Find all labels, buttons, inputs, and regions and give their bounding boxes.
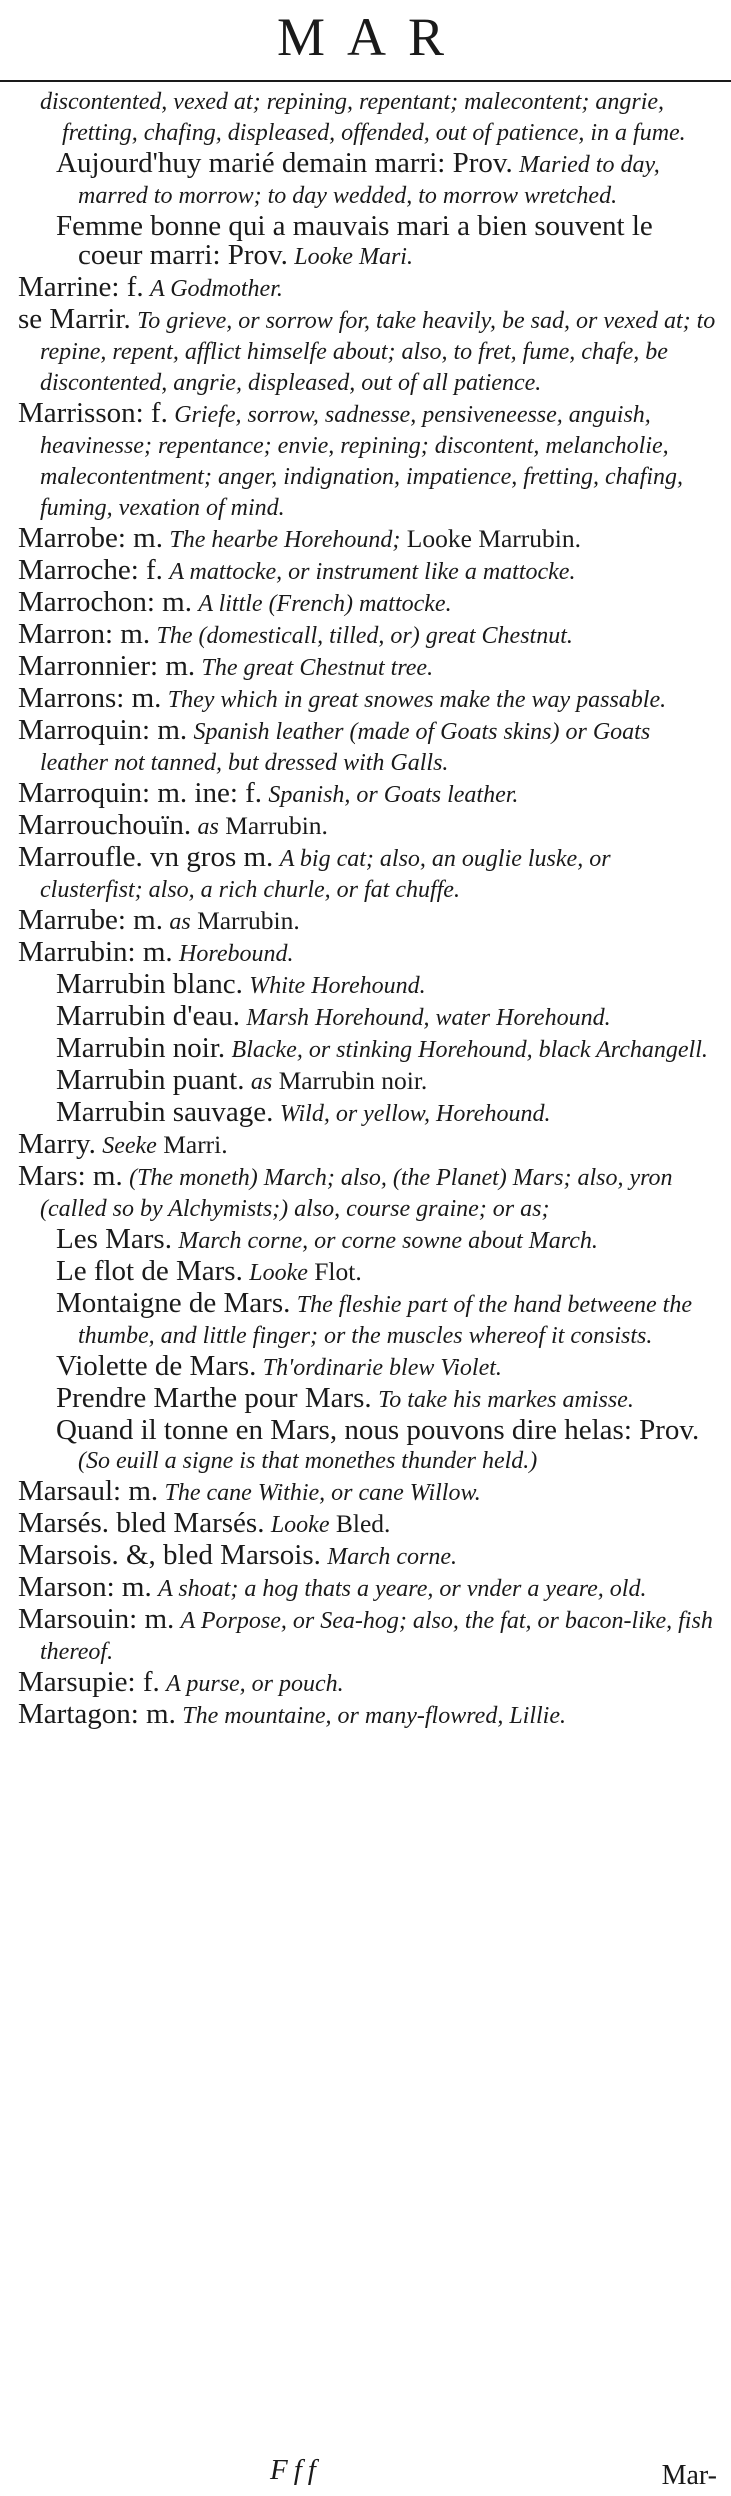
dictionary-entry [18, 1541, 718, 1572]
gloss: Seeke [102, 1133, 157, 1159]
gloss: Spanish leather (made of Goats skins) or Goats leather not tanned, but dressed with Galls. [40, 719, 651, 776]
dictionary-entry [18, 305, 718, 398]
headword: Marsois. &, bled Marsois. [18, 1539, 321, 1571]
gloss: Looke [270, 1512, 330, 1538]
cross-reference: Flot. [314, 1257, 362, 1286]
sub-entry [56, 1034, 718, 1065]
cross-reference: Marrubin noir. [278, 1066, 428, 1095]
gloss: To grieve, or sorrow for, take heavily, be sad, or vexed at; to repine, repent, afflict himselfe about; also, to fret, fume, chafe, be discontented, angrie, displeased, out of all patience. [40, 308, 716, 396]
gloss: Horebound. [179, 941, 294, 967]
signature-mark: Fff [270, 2454, 322, 2486]
headword: Marsaul: m. [18, 1475, 159, 1507]
dictionary-entry [18, 779, 718, 810]
headword: Marroquin: m. ine: f. [18, 777, 263, 809]
headword: Marrubin d'eau. [56, 1000, 240, 1032]
gloss: Spanish, or Goats leather. [268, 782, 519, 808]
dictionary-entry [18, 1605, 718, 1667]
dictionary-entry [18, 620, 718, 651]
headword: Marson: m. [18, 1571, 152, 1603]
headword: se Marrir. [18, 303, 131, 335]
headword: Marroquin: m. [18, 714, 188, 746]
headword: Marrubin blanc. [56, 968, 243, 1000]
headword: Marrubin sauvage. [56, 1096, 274, 1128]
sub-entry [56, 1066, 718, 1097]
headword: Marsouin: m. [18, 1603, 175, 1635]
gloss: as [197, 814, 219, 840]
headword: Montaigne de Mars. [56, 1287, 291, 1319]
gloss: Looke Mari. [294, 244, 413, 270]
headword: Mars: m. [18, 1160, 123, 1192]
gloss: (The moneth) March; also, (the Planet) Mars; also, yron (called so by Alchymists;) also, course graine; or as; [40, 1165, 673, 1222]
continued-entry [40, 86, 718, 148]
headword: Marrube: m. [18, 904, 163, 936]
headword: Marrons: m. [18, 682, 162, 714]
gloss: as [169, 909, 191, 935]
headword: Aujourd'huy marié demain marri: Prov. [56, 147, 513, 179]
headword: Marroufle. vn gros m. [18, 841, 274, 873]
gloss: Wild, or yellow, Horehound. [279, 1101, 551, 1127]
headword: Marrouchouïn. [18, 809, 192, 841]
headword: Les Mars. [56, 1223, 172, 1255]
dictionary-entry [18, 1130, 718, 1161]
headword: Marsés. bled Marsés. [18, 1507, 265, 1539]
headword: Marrine: f. [18, 271, 144, 303]
headword: Marrisson: f. [18, 397, 168, 429]
dictionary-entry [18, 1700, 718, 1731]
gloss: The fleshie part of the hand betweene the thumbe, and little finger; or the muscles whereof it consists. [78, 1292, 692, 1349]
sub-entry [56, 1384, 718, 1415]
dictionary-entry [18, 399, 718, 523]
headword: Marrubin puant. [56, 1064, 245, 1096]
headword: Le flot de Mars. [56, 1255, 243, 1287]
sub-entry [56, 212, 718, 272]
dictionary-entry [18, 938, 718, 969]
running-head: MAR [276, 7, 467, 67]
gloss: The (domesticall, tilled, or) great Chestnut. [156, 623, 573, 649]
headword: Marroche: f. [18, 554, 163, 586]
sub-entry [56, 1416, 718, 1476]
sub-entry [56, 149, 718, 211]
gloss: Griefe, sorrow, sadnesse, pensiveneesse, anguish, heavinesse; repentance; envie, repining; discontent, melancholie, malecontentment; anger, indignation, impatience, fretting, chafing, fuming, vexation of mind. [40, 402, 683, 521]
headword: Marrochon: m. [18, 586, 192, 618]
gloss: Th'ordinarie blew Violet. [262, 1355, 502, 1381]
gloss: A purse, or pouch. [166, 1671, 344, 1697]
dictionary-entry [18, 716, 718, 778]
gloss: March corne, or corne sowne about March. [178, 1228, 598, 1254]
sub-entry [56, 1289, 718, 1351]
sub-entry [56, 1225, 718, 1256]
gloss: A mattocke, or instrument like a mattocke. [169, 559, 576, 585]
headword: Marrobe: m. [18, 522, 163, 554]
headword: Quand il tonne en Mars, nous pouvons dire helas: Prov. [56, 1414, 700, 1446]
dictionary-entry [18, 684, 718, 715]
gloss: discontented, vexed at; repining, repentant; malecontent; angrie, fretting, chafing, displeased, offended, out of patience, in a fume. [40, 89, 686, 146]
gloss: (So euill a signe is that monethes thunder held.) [78, 1448, 538, 1474]
catchword: Mar- [661, 2460, 717, 2491]
dictionary-entry [18, 652, 718, 683]
gloss: The great Chestnut tree. [201, 655, 434, 681]
dictionary-entry [18, 1477, 718, 1508]
headword: Marry. [18, 1128, 96, 1160]
cross-reference: Marri. [163, 1130, 228, 1159]
headword: Marrubin: m. [18, 936, 173, 968]
header-rule [0, 80, 731, 82]
gloss: A Godmother. [150, 276, 283, 302]
headword: Femme bonne qui a mauvais mari a bien souvent le coeur marri: Prov. [56, 210, 653, 271]
page-footer [0, 2454, 731, 2494]
sub-entry [56, 1257, 718, 1288]
sub-entry [56, 1002, 718, 1033]
gloss: They which in great snowes make the way passable. [167, 687, 667, 713]
gloss: Maried to day, marred to morrow; to day wedded, to morrow wretched. [78, 152, 660, 209]
headword: Prendre Marthe pour Mars. [56, 1382, 372, 1414]
dictionary-entry [18, 811, 718, 842]
gloss: A Porpose, or Sea-hog; also, the fat, or bacon-like, fish thereof. [40, 1608, 713, 1665]
gloss: The mountaine, or many-flowred, Lillie. [182, 1703, 566, 1729]
headword: Marrubin noir. [56, 1032, 226, 1064]
gloss: The hearbe Horehound; [169, 527, 401, 553]
gloss: A little (French) mattocke. [198, 591, 452, 617]
cross-reference: Bled. [335, 1509, 391, 1538]
dictionary-entry [18, 1509, 718, 1540]
gloss: White Horehound. [249, 973, 426, 999]
dictionary-entry [18, 588, 718, 619]
gloss: A big cat; also, an ouglie luske, or clusterfist; also, a rich churle, or fat chuffe. [40, 846, 611, 903]
gloss: The cane Withie, or cane Willow. [164, 1480, 481, 1506]
headword: Violette de Mars. [56, 1350, 257, 1382]
dictionary-entry [18, 1668, 718, 1699]
headword: Marron: m. [18, 618, 151, 650]
cross-reference: Looke Marrubin. [406, 524, 582, 553]
dictionary-entry [18, 273, 718, 304]
headword: Martagon: m. [18, 1698, 176, 1730]
dictionary-entry [18, 1573, 718, 1604]
gloss: Looke [249, 1260, 308, 1286]
gloss: To take his markes amisse. [378, 1387, 634, 1413]
entry-list [18, 86, 718, 1732]
headword: Marsupie: f. [18, 1666, 160, 1698]
gloss: Marsh Horehound, water Horehound. [246, 1005, 611, 1031]
cross-reference: Marrubin. [197, 906, 300, 935]
headword: Marronnier: m. [18, 650, 196, 682]
dictionary-entry [18, 556, 718, 587]
dictionary-entry [18, 1162, 718, 1224]
cross-reference: Marrubin. [225, 811, 328, 840]
dictionary-entry [18, 524, 718, 555]
gloss: March corne. [327, 1544, 457, 1570]
dictionary-entry [18, 906, 718, 937]
sub-entry [56, 1352, 718, 1383]
gloss: A shoat; a hog thats a yeare, or vnder a yeare, old. [158, 1576, 647, 1602]
sub-entry [56, 970, 718, 1001]
gloss: Blacke, or stinking Horehound, black Archangell. [231, 1037, 708, 1063]
gloss: as [250, 1069, 273, 1095]
sub-entry [56, 1098, 718, 1129]
dictionary-entry [18, 843, 718, 905]
